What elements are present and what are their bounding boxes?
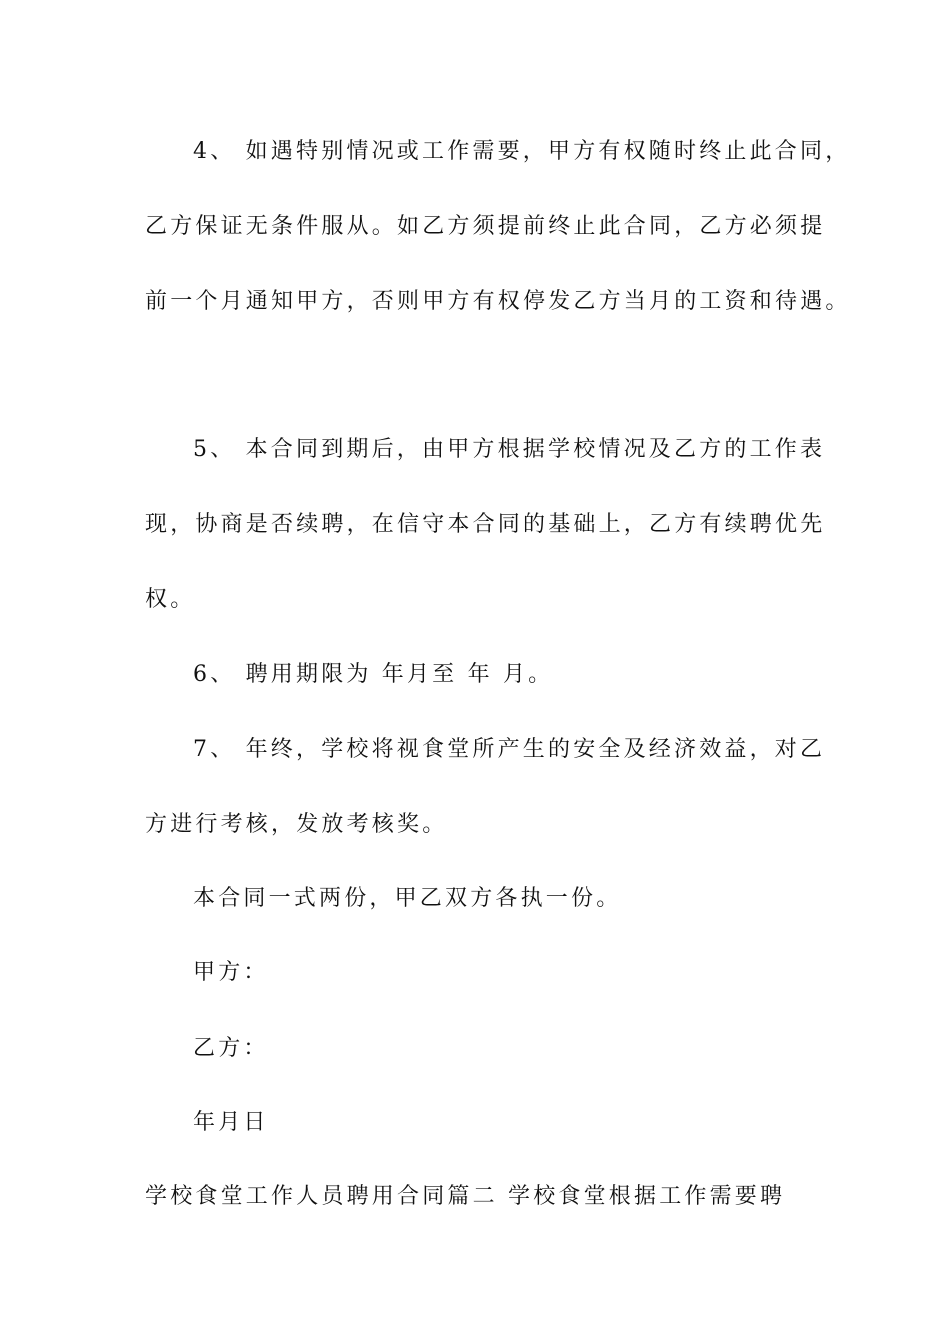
clause-5-line-3: 权。 [145,587,196,612]
party-a-signature-label: 甲方： [193,960,269,985]
party-b-signature-label: 乙方： [193,1036,269,1061]
date-label: 年月日 [193,1110,269,1135]
clause-4-line-1: 4、 如遇特别情况或工作需要，甲方有权随时终止此合同， [193,139,851,164]
clause-4-line-3: 前一个月通知甲方，否则甲方有权停发乙方当月的工资和待遇。 [145,289,851,314]
next-section-line: 学校食堂工作人员聘用合同篇二 学校食堂根据工作需要聘 [145,1184,786,1209]
clause-4-line-2: 乙方保证无条件服从。如乙方须提前终止此合同，乙方必须提 [145,214,826,239]
copies-statement: 本合同一式两份，甲乙双方各执一份。 [193,886,622,911]
clause-5-line-2: 现，协商是否续聘，在信守本合同的基础上，乙方有续聘优先 [145,512,826,537]
clause-7-line-2: 方进行考核，发放考核奖。 [145,812,448,837]
clause-5-line-1: 5、 本合同到期后，由甲方根据学校情况及乙方的工作表 [193,437,826,462]
clause-7-line-1: 7、 年终，学校将视食堂所产生的安全及经济效益，对乙 [193,737,826,762]
clause-6-line-1: 6、 聘用期限为 年月至 年 月。 [193,662,554,687]
